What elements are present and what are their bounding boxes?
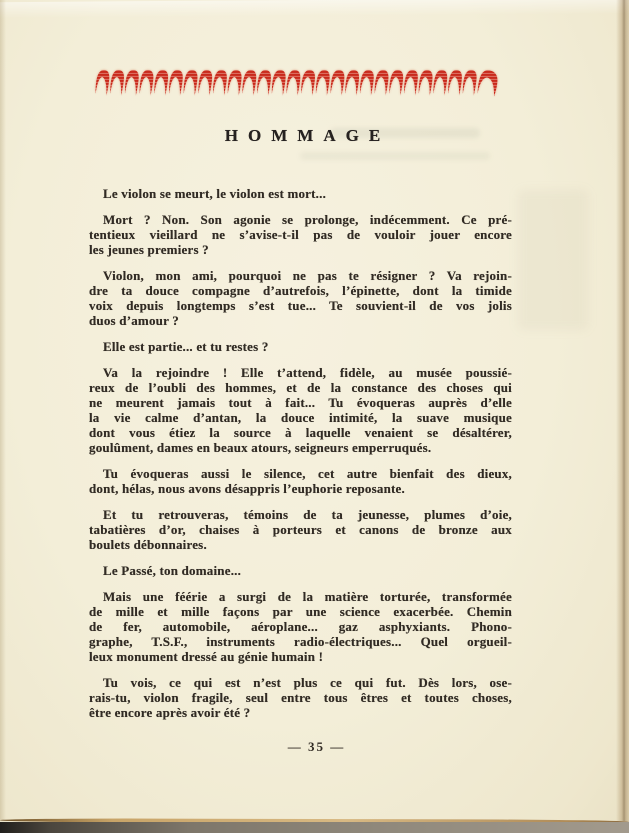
scallop-unit <box>360 70 374 96</box>
scallop-unit <box>287 70 301 96</box>
text-line: duos d’amour ? <box>89 313 179 328</box>
scallop-unit <box>140 70 154 96</box>
scallop-unit <box>301 70 315 96</box>
scallop-unit <box>154 70 168 96</box>
text-line: rais-tu, violon fragile, seul entre tous êtres et toutes choses, <box>89 690 512 705</box>
scallop-unit <box>213 70 227 96</box>
paragraph <box>89 339 512 354</box>
paragraph <box>89 365 512 455</box>
text-line: tabatières d’or, chaises à porteurs et canons de bronze aux <box>89 522 512 537</box>
text-line: de mille et mille façons par une science exacerbée. Chemin <box>89 604 512 619</box>
text-line: goulûment, dames en beaux atours, seigneurs emperruqués. <box>89 440 432 455</box>
page-right-edge <box>616 0 629 821</box>
text-line: la vie calme d’antan, la douce intimité, la suave musique <box>89 410 512 425</box>
text-line: Tu vois, ce qui est n’est plus ce qui fut. Dès lors, ose- <box>103 675 512 690</box>
scallop-unit <box>331 70 345 96</box>
paragraph <box>89 466 512 496</box>
text-line: Elle est partie... et tu restes ? <box>103 339 269 354</box>
paragraph <box>89 268 512 328</box>
text-line: Le violon se meurt, le violon est mort... <box>103 186 327 201</box>
text-line: dont, hélas, nous avons désappris l’euphorie reposante. <box>89 481 405 496</box>
text-line: Mais une féérie a surgi de la matière torturée, transformée <box>103 589 512 604</box>
scallop-unit <box>96 70 110 96</box>
text-line: dre ta douce compagne d’autrefois, l’épinette, dont la timide <box>89 283 512 298</box>
scallop-unit <box>345 70 359 96</box>
scallop-unit <box>272 70 286 96</box>
scallop-unit <box>419 70 433 96</box>
text-line: reux de l’oubli des hommes, et de la constance des choses qui <box>89 380 512 395</box>
text-line: de fer, automobile, aéroplane... gaz asphyxiants. Phono- <box>89 619 512 634</box>
paragraph <box>89 589 512 664</box>
paragraph <box>89 563 512 578</box>
page-number: — 35 — <box>287 739 346 754</box>
scallop-unit <box>125 70 139 96</box>
text-block <box>89 186 512 731</box>
scallop-unit <box>316 70 330 96</box>
scallop-unit <box>375 70 389 96</box>
scallop-unit <box>389 70 403 96</box>
paragraph <box>89 675 512 720</box>
scallop-unit <box>169 70 183 96</box>
text-line: les jeunes premiers ? <box>89 242 209 257</box>
scallop-unit <box>448 70 462 96</box>
paragraph <box>89 186 512 201</box>
show-through-smudge <box>518 190 588 330</box>
scallop-unit <box>184 70 198 96</box>
text-line: Va la rejoindre ! Elle t’attend, fidèle, au musée poussié- <box>103 365 512 380</box>
text-line: tentieux vieillard ne s’avise-t-il pas de vouloir jouer encore <box>89 227 512 242</box>
red-scallop-rule <box>95 68 499 98</box>
text-line: Tu évoqueras aussi le silence, cet autre bienfait des dieux, <box>103 466 512 481</box>
scallop-unit <box>110 70 124 96</box>
text-line: Mort ? Non. Son agonie se prolonge, indécemment. Ce pré- <box>103 212 512 227</box>
scallop-unit <box>242 70 256 96</box>
text-line: dont vous étiez la source à laquelle venaient se désaltérer, <box>89 425 512 440</box>
page-left-edge <box>0 0 6 821</box>
scan-background-strip <box>0 822 629 833</box>
scallop-terminal <box>478 70 498 96</box>
page-top-edge <box>0 0 629 18</box>
text-line: voix depuis longtemps s’est tue... Te souvient-il de vos jolis <box>89 298 512 313</box>
scallop-unit <box>433 70 447 96</box>
text-line: leux monument dressé au génie humain ! <box>89 649 324 664</box>
text-line: graphe, T.S.F., instruments radio-électriques... Quel orgueil- <box>89 634 512 649</box>
text-line: Le Passé, ton domaine... <box>103 563 242 578</box>
scallop-unit <box>404 70 418 96</box>
text-line: boulets débonnaires. <box>89 537 207 552</box>
text-line: ne meurent jamais tout à fait... Tu évoqueras auprès d’elle <box>89 395 512 410</box>
scallop-unit <box>463 70 477 96</box>
text-line: Violon, mon ami, pourquoi ne pas te résigner ? Va rejoin- <box>103 268 512 283</box>
page-title: HOMMAGE <box>224 126 391 145</box>
paragraph <box>89 212 512 257</box>
scallop-unit <box>198 70 212 96</box>
scallop-unit <box>257 70 271 96</box>
paragraph <box>89 507 512 552</box>
text-line: Et tu retrouveras, témoins de ta jeunesse, plumes d’oie, <box>103 507 512 522</box>
scallop-unit <box>228 70 242 96</box>
show-through-smudge <box>300 152 490 160</box>
text-line: être encore après avoir été ? <box>89 705 251 720</box>
